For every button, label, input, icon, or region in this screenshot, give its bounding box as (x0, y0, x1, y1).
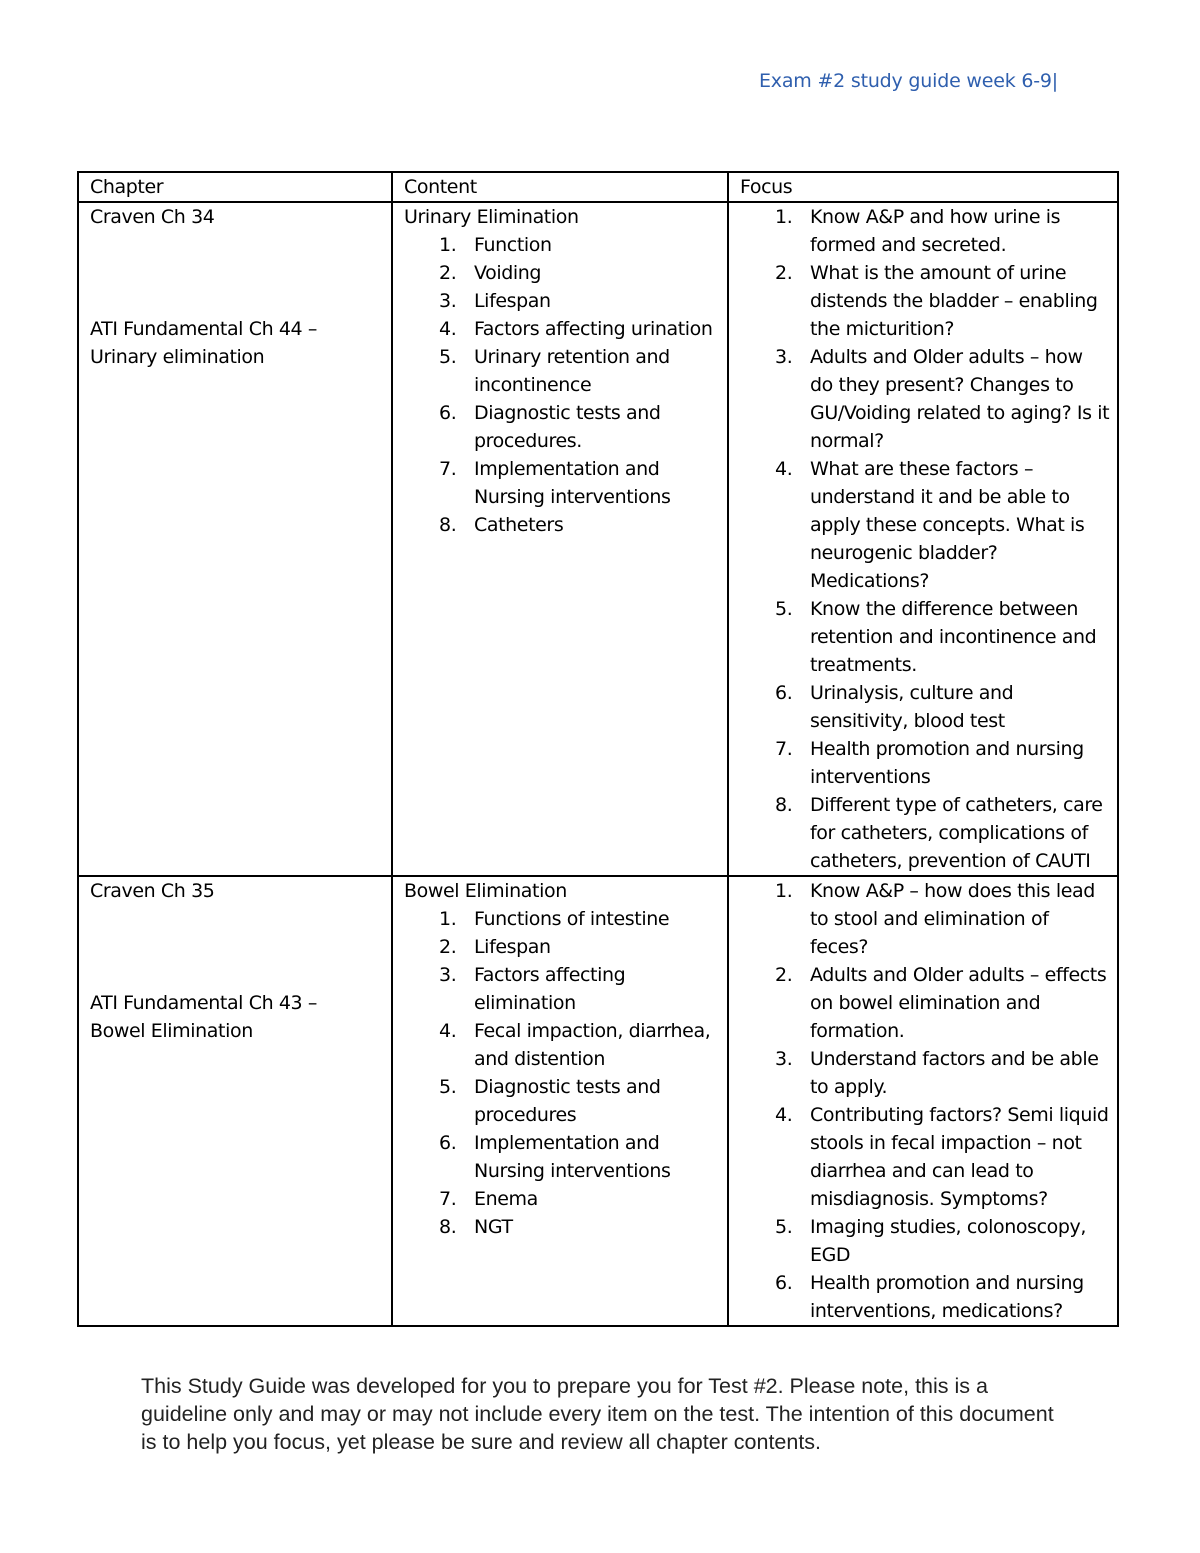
list-item: 7. Enema (439, 1188, 538, 1210)
chapter-secondary: ATI Fundamental Ch 43 – (90, 992, 317, 1014)
list-item: 8. Different type of catheters, care for catheters, complications of catheters, prevention of CAUTI (775, 794, 1103, 872)
list-item: 4. What are these factors – understand it and be able to apply these concepts. What is neurogenic bladder? Medications? (775, 458, 1085, 592)
focus-list (740, 203, 1111, 875)
list-item: 2. Voiding (439, 262, 542, 284)
list-item: 7. Health promotion and nursing interventions (775, 738, 1084, 788)
focus-list (740, 877, 1111, 1325)
list-item: 5. Urinary retention and incontinence (439, 346, 670, 396)
table-row (78, 202, 1118, 876)
list-item: 3. Understand factors and be able to apply. (775, 1048, 1099, 1098)
list-item: 1. Function (439, 234, 552, 256)
list-item: 6. Health promotion and nursing interventions, medications? (775, 1272, 1084, 1322)
list-item: 6. Urinalysis, culture and sensitivity, blood test (775, 682, 1014, 732)
list-item: 3. Adults and Older adults – how do they present? Changes to GU/Voiding related to aging? Is it normal? (775, 346, 1110, 452)
list-item: 2. What is the amount of urine distends the bladder – enabling the micturition? (775, 262, 1098, 340)
column-header-chapter: Chapter (78, 172, 392, 202)
content-list (404, 905, 721, 1241)
page-header-title: Exam #2 study guide week 6-9| (759, 70, 1058, 92)
chapter-primary: Craven Ch 34 (90, 206, 215, 228)
list-item: 8. Catheters (439, 514, 564, 536)
study-guide-note: This Study Guide was developed for you to prepare you for Test #2. Please note, this is a guideline only and may or may not include every item on the test. The intention of this document is to help you focus, yet please be sure and review all chapter contents. (141, 1374, 1054, 1454)
chapter-secondary-topic: Bowel Elimination (90, 1020, 253, 1042)
list-item: 4. Fecal impaction, diarrhea, and distention (439, 1020, 711, 1070)
list-item: 1. Know A&P and how urine is formed and secreted. (775, 206, 1061, 256)
list-item: 4. Contributing factors? Semi liquid stools in fecal impaction – not diarrhea and can lead to misdiagnosis. Symptoms? (775, 1104, 1109, 1210)
list-item: 5. Imaging studies, colonoscopy, EGD (775, 1216, 1086, 1266)
chapter-primary: Craven Ch 35 (90, 880, 215, 902)
chapter-cell (78, 202, 392, 876)
list-item: 1. Functions of intestine (439, 908, 670, 930)
list-item: 8. NGT (439, 1216, 513, 1238)
chapter-cell (78, 876, 392, 1326)
list-item: 5. Diagnostic tests and procedures (439, 1076, 661, 1126)
chapter-secondary-topic: Urinary elimination (90, 346, 265, 368)
focus-cell (728, 202, 1118, 876)
list-item: 6. Diagnostic tests and procedures. (439, 402, 661, 452)
chapter-secondary: ATI Fundamental Ch 44 – (90, 318, 317, 340)
content-list (404, 231, 721, 539)
focus-cell (728, 876, 1118, 1326)
list-item: 6. Implementation and Nursing interventions (439, 1132, 671, 1182)
column-header-focus: Focus (728, 172, 1118, 202)
list-item: 1. Know A&P – how does this lead to stool and elimination of feces? (775, 880, 1095, 958)
column-header-content: Content (392, 172, 728, 202)
content-cell (392, 876, 728, 1326)
table-row (78, 876, 1118, 1326)
list-item: 2. Lifespan (439, 936, 551, 958)
list-item: 3. Lifespan (439, 290, 551, 312)
list-item: 3. Factors affecting elimination (439, 964, 626, 1014)
list-item: 5. Know the difference between retention and incontinence and treatments. (775, 598, 1097, 676)
content-title: Bowel Elimination (404, 880, 567, 902)
list-item: 2. Adults and Older adults – effects on bowel elimination and formation. (775, 964, 1107, 1042)
list-item: 4. Factors affecting urination (439, 318, 713, 340)
table-header-row (78, 172, 1118, 202)
study-guide-table (77, 171, 1119, 1327)
content-title: Urinary Elimination (404, 206, 579, 228)
list-item: 7. Implementation and Nursing interventions (439, 458, 671, 508)
content-cell (392, 202, 728, 876)
